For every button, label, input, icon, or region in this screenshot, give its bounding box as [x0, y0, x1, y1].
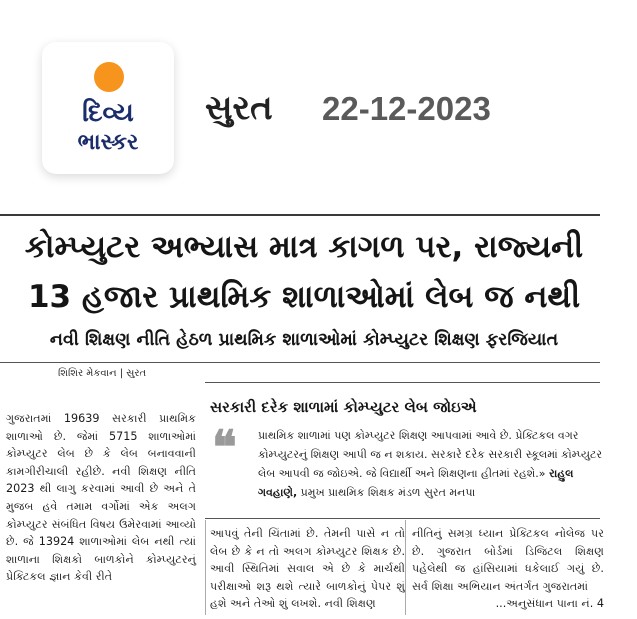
- headline-line2: 13 હજાર પ્રાથમિક શાળાઓમાં લેબ જ નથી: [27, 279, 581, 315]
- quote-text-block: [258, 426, 603, 502]
- column-1-text: ગુજરાતમાં 19639 સરકારી પ્રાથમિક શાળાઓ છે. જેમાં 5715 શાળાઓમાં કોમ્પ્યુટર લેબ છે કે લેબ બનાવવાની કામગીરીચાલી રહીછે. નવી શિક્ષણ નીતિ 2023 થી લાગુ કરવામાં આવી છે અને તે મુજબ હવે તમામ વર્ગોમાં એક અલગ કોમ્પ્યુટર સંબંધિત વિષય ઉમેરવામાં આવ્યો છે. જે 13924 શાળાઓમાં લેબ નથી ત્યાં શાળાના શિક્ષકો બાળકોને કોમ્પ્યુટરનું પ્રેક્ટિકલ જ્ઞાન કેવી રીતે: [6, 412, 196, 584]
- logo-text-line2: ભાસ્કર: [77, 130, 139, 155]
- divya-bhaskar-logo: [42, 42, 174, 174]
- column-3-text: નીતિનું સમગ્ર ધ્યાન પ્રેક્ટિકલ નોલેજ પર છે. ગુજરાત બોર્ડમાં ડિજિટલ શિક્ષણ પહેલેથી જ હાંસિયામાં ધકેલાઈ ગયું છે. સર્વ શિક્ષા અભિયાન અંતર્ગત ગુજરાતમાં: [412, 527, 604, 593]
- edition-date: 22-12-2023: [322, 90, 491, 127]
- quote-role: પ્રમુખ પ્રાથમિક શિક્ષક મંડળ સુરત મનપા: [300, 486, 476, 499]
- edition-city: સુરત: [205, 88, 273, 128]
- logo-text-line1: દિવ્ય: [82, 98, 134, 128]
- article-column-3: [412, 525, 604, 613]
- column-divider: [205, 520, 206, 615]
- quote-box-title: સરકારી દરેક શાળામાં કોમ્પ્યુટર લેબ જોઇએ: [210, 398, 477, 416]
- subhead-rule: [0, 362, 600, 363]
- article-column-2: [210, 525, 405, 613]
- top-rule: [0, 214, 600, 216]
- headline-line1: કોમ્પ્યુટર અભ્યાસ માત્ર કાગળ પર, રાજ્યની: [24, 229, 584, 265]
- quote-text: પ્રાથમિક શાળામાં પણ કોમ્પ્યુટર શિક્ષણ આપવામાં આવે છે. પ્રેક્ટિકલ વગર કોમ્પ્યુટરનું શિક્ષણ આપી જ ન શકાય. સરકારે દરેક સરકારી સ્કૂલમાં કોમ્પ્યુટર લેબ આપવી જ જોઇએ. જે વિદ્યાર્થી અને શિક્ષણના હીતમાં રહશે.»: [258, 429, 603, 480]
- subheadline: નવી શિક્ષણ નીતિ હેઠળ પ્રાથમિક શાળાઓમાં કોમ્પ્યુટર શિક્ષણ ફરજિયાત: [49, 330, 559, 350]
- quote-author: રાહુલ ગવહાણે,: [258, 467, 574, 499]
- box-bottom-rule: [205, 518, 600, 519]
- page-header: [0, 0, 637, 200]
- box-top-rule: [205, 382, 600, 383]
- column-divider: [405, 520, 406, 615]
- column-2-text: આપવું તેની ચિંતામાં છે. તેમની પાસે ન તો લેબ છે કે ન તો અલગ કોમ્પ્યુટર શિક્ષક છે. આવી સ્થિતિમાં સવાલ એ છે કે માર્ચથી પરીક્ષાઓ શરૂ થશે ત્યારે બાળકોનું પેપર શું હશે અને તેઓ શું લખશે. નવી શિક્ષણ: [210, 527, 405, 611]
- byline: શિશિર મેકવાન | સુરત: [58, 368, 147, 379]
- quote-icon: ❝: [212, 420, 237, 474]
- continued-note: ...અનુસંધાન પાના નં. 4: [495, 597, 604, 611]
- sun-icon: [94, 62, 124, 92]
- headline: [4, 222, 604, 322]
- article-column-1: [6, 410, 196, 586]
